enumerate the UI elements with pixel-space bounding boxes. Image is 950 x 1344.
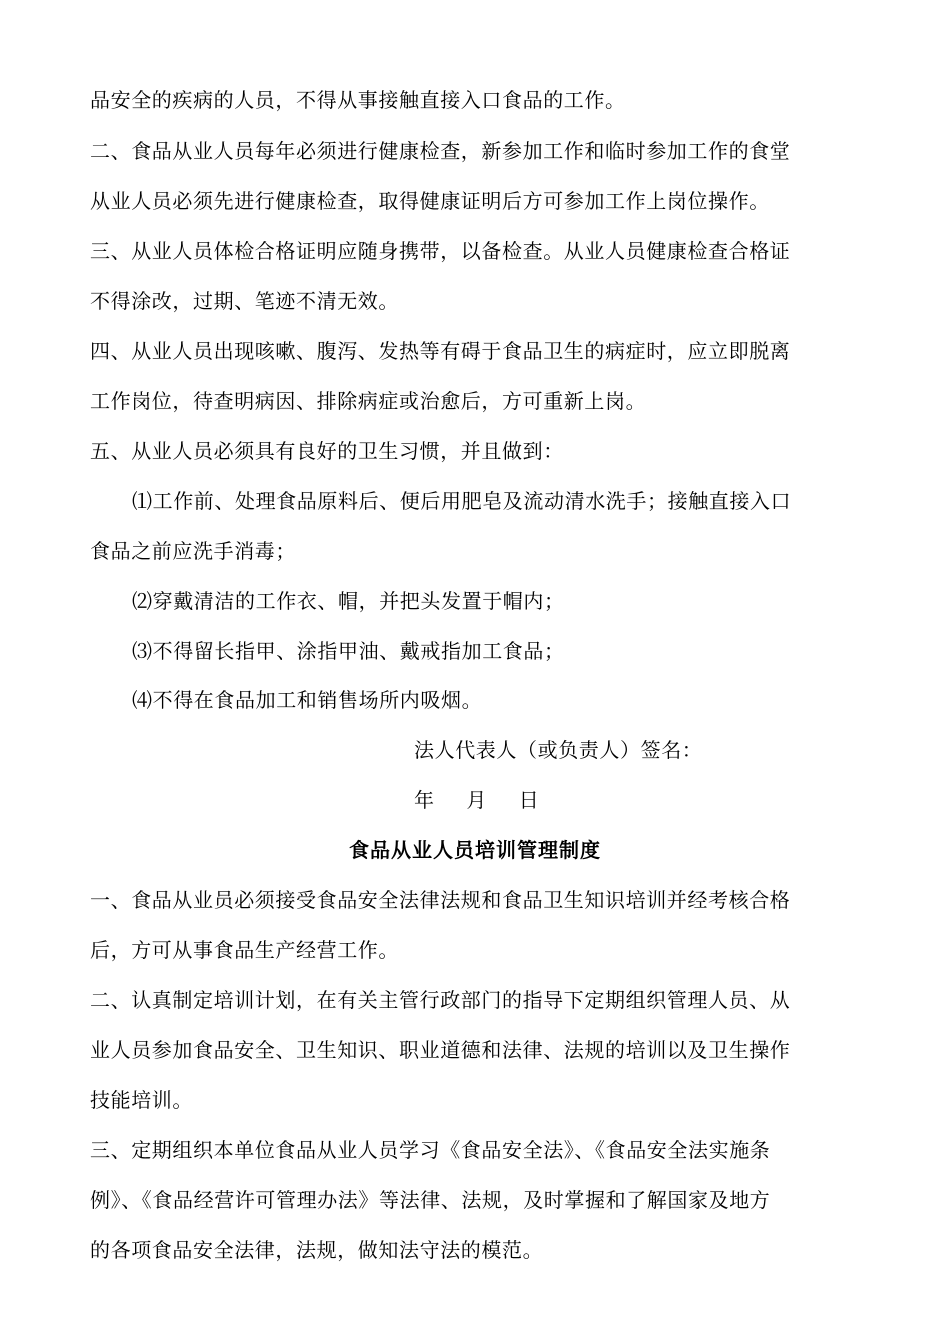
paragraph-line: 业人员参加食品安全、卫生知识、职业道德和法律、法规的培训以及卫生操作 [90,1038,791,1062]
list-item-line: ⑷不得在食品加工和销售场所内吸烟。 [132,688,483,712]
paragraph-line: 食品之前应洗手消毒； [90,539,296,563]
paragraph-line: 例》、《食品经营许可管理办法》等法律、法规，及时掌握和了解国家及地方 [90,1188,771,1212]
paragraph-line: 后，方可从事食品生产经营工作。 [90,938,399,962]
section-title: 食品从业人员培训管理制度 [349,838,601,862]
paragraph-line: 一、食品从业员必须接受食品安全法律法规和食品卫生知识培训并经考核合格 [90,888,791,912]
list-item-line: ⑶不得留长指甲、涂指甲油、戴戒指加工食品； [132,639,565,663]
paragraph-line: 三、定期组织本单位食品从业人员学习《食品安全法》、《食品安全法实施条 [90,1138,771,1162]
paragraph-line: 四、从业人员出现咳嗽、腹泻、发热等有碍于食品卫生的病症时，应立即脱离 [90,339,791,363]
paragraph-line: 的各项食品安全法律，法规，做知法守法的模范。 [90,1238,544,1262]
list-item-line: ⑴工作前、处理食品原料后、便后用肥皂及流动清水洗手；接触直接入口 [132,489,792,513]
paragraph-line: 从业人员必须先进行健康检查，取得健康证明后方可参加工作上岗位操作。 [90,189,770,213]
paragraph-line: 技能培训。 [90,1088,193,1112]
paragraph-line: 二、认真制定培训计划，在有关主管行政部门的指导下定期组织管理人员、从 [90,988,791,1012]
paragraph-line: 三、从业人员体检合格证明应随身携带，以备检查。从业人员健康检查合格证 [90,239,791,263]
signature-label: 法人代表人（或负责人）签名： [414,738,703,762]
paragraph-line: 不得涂改，过期、笔迹不清无效。 [90,289,399,313]
paragraph-line: 工作岗位，待查明病因、排除病症或治愈后，方可重新上岗。 [90,389,647,413]
list-item-line: ⑵穿戴清洁的工作衣、帽，并把头发置于帽内； [132,589,565,613]
paragraph-line: 二、食品从业人员每年必须进行健康检查，新参加工作和临时参加工作的食堂 [90,139,791,163]
paragraph-line: 品安全的疾病的人员，不得从事接触直接入口食品的工作。 [90,88,626,112]
paragraph-line: 五、从业人员必须具有良好的卫生习惯，并且做到： [90,439,564,463]
date-line: 年 月 日 [414,788,539,812]
